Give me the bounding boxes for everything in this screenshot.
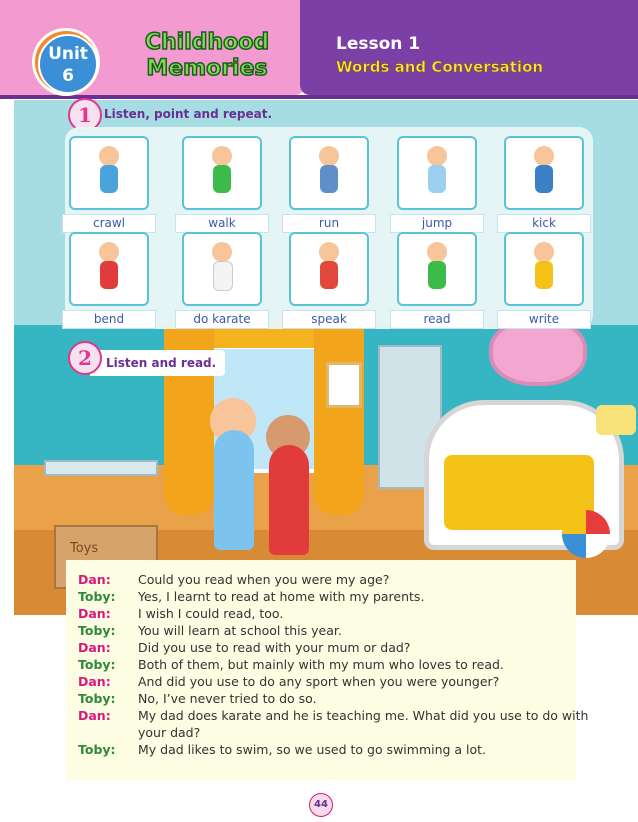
unit-badge-inner [38, 34, 98, 94]
vocab-item-run [282, 136, 376, 233]
vocab-item-crawl [62, 136, 156, 233]
speaker-toby: Toby: [78, 623, 116, 638]
speak-picture [289, 232, 369, 306]
write-picture [504, 232, 584, 306]
dialogue-text: I wish I could read, too. [138, 606, 284, 621]
dialogue-text: your dad? [138, 725, 201, 740]
speaker-dan: Dan: [78, 640, 111, 655]
vocab-item-walk [175, 136, 269, 233]
dialogue-text: And did you use to do any sport when you were younger? [138, 674, 500, 689]
lamp-icon [596, 405, 636, 435]
speaker-toby: Toby: [78, 742, 116, 757]
lesson-number: Lesson 1 [336, 34, 421, 54]
vocab-item-jump [390, 136, 484, 233]
speaker-dan: Dan: [78, 708, 111, 723]
vocab-item-do-karate [175, 232, 269, 329]
vocab-label: speak [282, 310, 376, 329]
wall-picture [326, 362, 362, 408]
header-divider [0, 95, 638, 99]
dialogue-text: My dad likes to swim, so we used to go swimming a lot. [138, 742, 487, 757]
vocab-item-speak [282, 232, 376, 329]
vocab-label: jump [390, 214, 484, 233]
section2-number: 2 [68, 341, 102, 375]
vocab-item-kick [497, 136, 591, 233]
vocab-label: write [497, 310, 591, 329]
dan-figure [214, 430, 254, 550]
kick-picture [504, 136, 584, 210]
speaker-dan: Dan: [78, 606, 111, 621]
dialogue-text: Could you read when you were my age? [138, 572, 390, 587]
karate-picture [182, 232, 262, 306]
unit-title-line1: Childhood [144, 30, 270, 55]
toy-box-label: Toys [70, 541, 99, 556]
vocab-item-read [390, 232, 484, 329]
dialogue-text: You will learn at school this year. [138, 623, 342, 638]
vocab-item-bend [62, 232, 156, 329]
speaker-dan: Dan: [78, 572, 111, 587]
run-picture [289, 136, 369, 210]
unit-badge [32, 28, 100, 96]
dialogue-text: No, I’ve never tried to do so. [138, 691, 317, 706]
vocab-label: read [390, 310, 484, 329]
desk [44, 460, 158, 476]
section2-instruction: Listen and read. [106, 356, 217, 370]
vocab-label: crawl [62, 214, 156, 233]
unit-number: 6 [62, 66, 74, 86]
vocab-label: run [282, 214, 376, 233]
unit-word: Unit [48, 44, 88, 64]
speaker-toby: Toby: [78, 657, 116, 672]
section1-number: 1 [68, 98, 102, 132]
speaker-toby: Toby: [78, 691, 116, 706]
curtain-right [314, 325, 364, 515]
vocab-label: kick [497, 214, 591, 233]
bend-picture [69, 232, 149, 306]
beach-ball-icon [562, 510, 610, 558]
unit-title-line2: Memories [146, 56, 268, 81]
dialogue-text: Yes, I learnt to read at home with my parents. [138, 589, 425, 604]
vocab-label: do karate [175, 310, 269, 329]
toby-figure [269, 445, 309, 555]
dialogue-text: My dad does karate and he is teaching me. What did you use to do with [138, 708, 589, 723]
read-picture [397, 232, 477, 306]
section1-instruction: Listen, point and repeat. [104, 107, 273, 121]
vocab-label: walk [175, 214, 269, 233]
lesson-subtitle: Words and Conversation [336, 58, 544, 76]
walk-picture [182, 136, 262, 210]
speaker-dan: Dan: [78, 674, 111, 689]
vocab-label: bend [62, 310, 156, 329]
crawl-picture [69, 136, 149, 210]
page-number: 44 [309, 793, 333, 817]
dialogue-text: Did you use to read with your mum or dad? [138, 640, 411, 655]
speaker-toby: Toby: [78, 589, 116, 604]
jump-picture [397, 136, 477, 210]
dialogue-text: Both of them, but mainly with my mum who loves to read. [138, 657, 504, 672]
vocab-item-write [497, 232, 591, 329]
